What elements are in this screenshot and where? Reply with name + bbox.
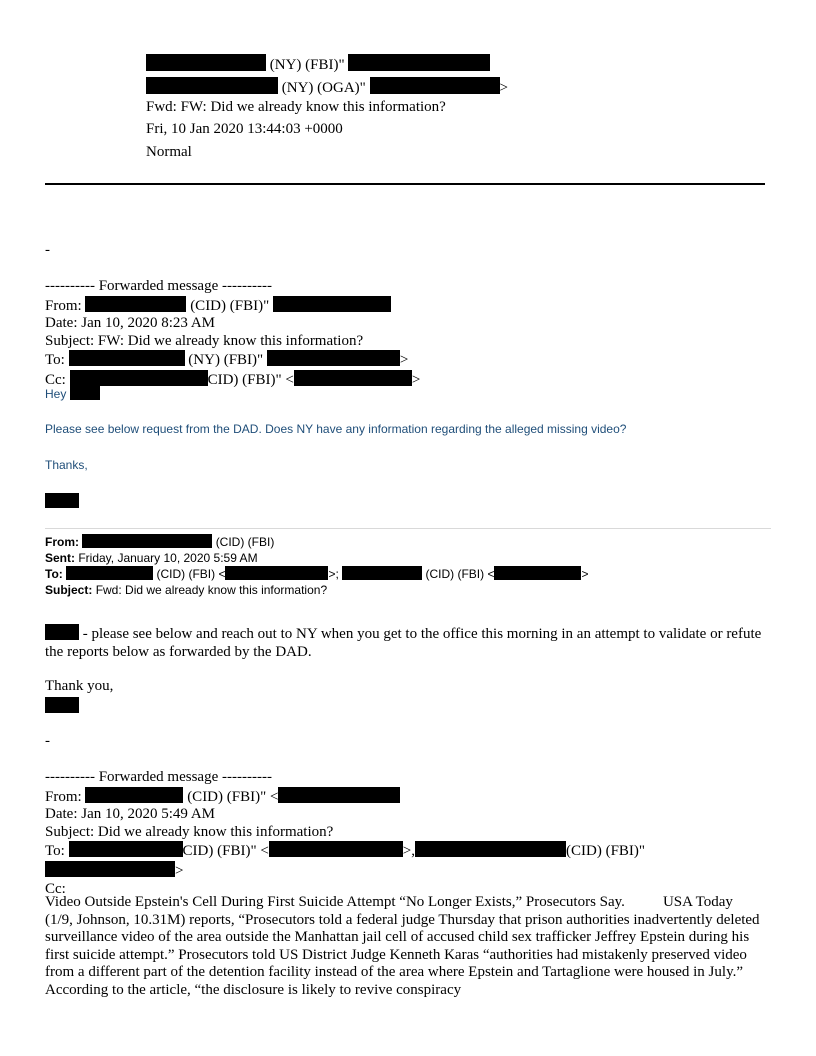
redaction [45,493,79,508]
separator-dash: - [45,242,50,258]
redaction [415,841,566,857]
redaction [348,54,490,71]
forward2-to-continuation: > [45,861,645,881]
article-outlet-first: USA [662,894,693,910]
redaction [85,787,183,803]
redaction [294,370,412,386]
redaction [66,566,153,580]
redaction [45,697,79,713]
forward2-cc-line: Cc: [45,880,66,897]
forwarded-banner: ---------- Forwarded message ---------- [45,769,272,785]
outlook-from-line: From: (CID) (FBI) [45,535,275,549]
forward1-date-line: Date: Jan 10, 2020 8:23 AM [45,315,215,332]
redaction [278,787,400,803]
redaction [269,841,403,857]
forward2-date-line: Date: Jan 10, 2020 5:49 AM [45,806,215,823]
message1-signature [45,493,79,510]
forward1-cc-line: Cc: CID) (FBI)" < > [45,371,421,388]
redaction [494,566,581,580]
redaction [146,54,266,71]
message1-closing: Thanks, [45,458,88,472]
outlook-divider [45,528,771,529]
redaction [342,566,422,580]
outlook-subject-line: Subject: Fwd: Did we already know this information? [45,583,328,597]
redaction [370,77,500,94]
article-excerpt [45,894,769,1000]
redaction [82,534,212,548]
header-divider [45,183,765,185]
article-headline: Video Outside Epstein's Cell During First Suicide Attempt “No Longer Exists,” Prosecutors Say. [45,894,625,910]
redaction [45,624,79,640]
forward2-to-line: To: CID) (FBI)" < >, (CID) (FBI)" [45,843,646,860]
header-to-tail: > [499,80,508,96]
article-text: (1/9, Johnson, 10.31M) reports, “Prosecutors told a federal judge Thursday that prison authorities inadvertently deleted surveillance video of the area outside the Manhattan jail cell of accused child sex trafficker Jeffrey Epstein during his first suicide attempt.” Prosecutors told US District Judge Kenneth Karas “authorities had mistakenly preserved video from a different part of the detention facility instead of the area where Epstein and Tartaglione were housed in July.” According to the article, “the disclosure is likely to revive conspiracy [45,911,760,998]
header-to-value: (NY) (OGA)" [281,80,366,96]
message1-greeting-line: Hey [45,385,100,402]
outlook-to-line: To: (CID) (FBI) < >; (CID) (FBI) < > [45,567,589,581]
forward1-to-line: To: (NY) (FBI)" > [45,352,409,369]
redaction [69,841,183,857]
outlook-header [45,534,589,598]
forward1-from-line: From: (CID) (FBI)" [45,296,420,316]
redaction [267,350,400,366]
forwarded-banner: ---------- Forwarded message ---------- [45,278,272,294]
header-date-value: Fri, 10 Jan 2020 13:44:03 +0000 [146,121,343,137]
header-subject-value: Fwd: FW: Did we already know this information? [146,99,446,115]
message1-body: Please see below request from the DAD. Does NY have any information regarding the alleged missing video? [45,422,627,436]
article-outlet-second: Today [695,894,733,910]
redaction [45,861,175,877]
redaction [85,296,186,312]
forwarded-message-2 [45,769,645,898]
redaction [69,350,185,366]
message2-signature [45,697,79,717]
redaction [70,370,208,386]
message2-body: - please see below and reach out to NY when you get to the office this morning in an attempt to validate or refute the reports below as forwarded by the DAD. [45,626,762,660]
header-from-value: (NY) (FBI)" [269,57,345,73]
redaction [225,566,328,580]
separator-dash: - [45,733,50,749]
forwarded-message-1 [45,278,420,390]
forward1-subject-line: Subject: FW: Did we already know this information? [45,332,364,349]
redaction [273,296,391,312]
redaction [70,385,100,400]
outlook-sent-line: Sent: Friday, January 10, 2020 5:59 AM [45,551,258,565]
header-importance-value: Normal [146,144,192,160]
forward2-from-line: From: (CID) (FBI)" < [45,787,645,807]
message2-closing: Thank you, [45,678,114,694]
forward2-subject-line: Subject: Did we already know this information? [45,823,334,840]
redaction [146,77,278,94]
